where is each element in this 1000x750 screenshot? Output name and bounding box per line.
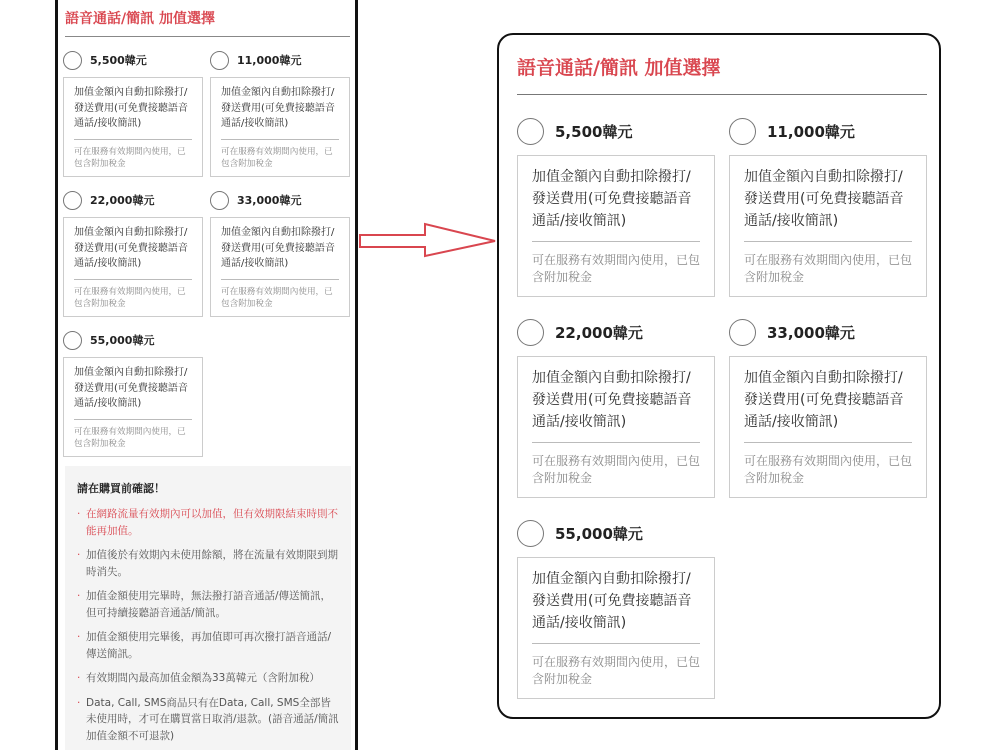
option-description: 加值金額內自動扣除撥打/發送費用(可免費接聽語音通話/接收簡訊) xyxy=(74,227,188,269)
card-divider xyxy=(532,442,700,443)
option-note: 可在服務有效期間內使用，已包含附加稅金 xyxy=(221,146,333,169)
card-divider xyxy=(74,419,192,420)
radio-button[interactable] xyxy=(63,51,82,70)
radio-button[interactable] xyxy=(729,118,756,145)
card-divider xyxy=(221,139,339,140)
option-card[interactable] xyxy=(729,155,927,297)
radio-button[interactable] xyxy=(63,331,82,350)
option-note: 可在服務有效期間內使用，已包含附加稅金 xyxy=(744,454,913,485)
purchase-notice-list xyxy=(77,506,341,744)
option-55000[interactable] xyxy=(63,330,203,457)
bullet-icon: · xyxy=(77,696,81,709)
option-note: 可在服務有效期間內使用，已包含附加稅金 xyxy=(744,253,913,284)
option-note: 可在服務有效期間內使用，已包含附加稅金 xyxy=(532,655,701,686)
card-divider xyxy=(221,279,339,280)
radio-button[interactable] xyxy=(517,118,544,145)
zoomed-panel xyxy=(497,33,941,719)
option-price: 11,000韓元 xyxy=(767,122,855,141)
option-description: 加值金額內自動扣除撥打/發送費用(可免費接聽語音通話/接收簡訊) xyxy=(74,367,188,409)
notice-item: · 加值金額使用完畢時，無法撥打語音通話/傳送簡訊，但可持續接聽語音通話/簡訊。 xyxy=(77,590,332,619)
option-note: 可在服務有效期間內使用，已包含附加稅金 xyxy=(74,146,186,169)
option-description: 加值金額內自動扣除撥打/發送費用(可免費接聽語音通話/接收簡訊) xyxy=(532,571,692,631)
option-price: 33,000韓元 xyxy=(237,194,302,207)
option-note: 可在服務有效期間內使用，已包含附加稅金 xyxy=(532,253,701,284)
option-description: 加值金額內自動扣除撥打/發送費用(可免費接聽語音通話/接收簡訊) xyxy=(532,169,692,229)
option-22000[interactable] xyxy=(63,190,203,317)
card-divider xyxy=(744,442,912,443)
purchase-notice-title: 請在購買前確認！ xyxy=(77,482,165,495)
option-price: 33,000韓元 xyxy=(767,323,855,342)
option-price: 5,500韓元 xyxy=(555,122,633,141)
option-33000[interactable] xyxy=(210,190,350,317)
option-5500[interactable] xyxy=(517,117,715,297)
option-description: 加值金額內自動扣除撥打/發送費用(可免費接聽語音通話/接收簡訊) xyxy=(744,169,904,229)
radio-button[interactable] xyxy=(210,191,229,210)
notice-item: · 加值後於有效期內未使用餘額，將在流量有效期限到期時消失。 xyxy=(77,549,338,578)
radio-button[interactable] xyxy=(210,51,229,70)
option-card[interactable] xyxy=(63,217,203,317)
option-description: 加值金額內自動扣除撥打/發送費用(可免費接聽語音通話/接收簡訊) xyxy=(221,87,335,129)
option-note: 可在服務有效期間內使用，已包含附加稅金 xyxy=(532,454,701,485)
option-11000[interactable] xyxy=(210,50,350,177)
purchase-notice-box xyxy=(65,466,351,750)
option-5500[interactable] xyxy=(63,50,203,177)
option-description: 加值金額內自動扣除撥打/發送費用(可免費接聽語音通話/接收簡訊) xyxy=(221,227,335,269)
card-divider xyxy=(532,241,700,242)
right-arrow-icon xyxy=(359,222,499,262)
section-divider xyxy=(517,94,927,95)
option-33000[interactable] xyxy=(729,318,927,498)
notice-item: · 在網路流量有效期內可以加值，但有效期限結束時則不能再加值。 xyxy=(77,508,338,537)
option-card[interactable] xyxy=(210,77,350,177)
option-card[interactable] xyxy=(517,557,715,699)
option-price: 55,000韓元 xyxy=(90,334,155,347)
bullet-icon: · xyxy=(77,549,81,561)
bullet-icon: · xyxy=(77,590,81,602)
option-note: 可在服務有效期間內使用，已包含附加稅金 xyxy=(74,286,186,309)
notice-item: · 加值金額使用完畢後，再加值即可再次撥打語音通話/傳送簡訊。 xyxy=(77,631,332,660)
bullet-icon: · xyxy=(77,508,81,520)
bullet-icon: · xyxy=(77,672,81,684)
option-price: 55,000韓元 xyxy=(555,524,643,543)
bullet-icon: · xyxy=(77,631,81,643)
card-divider xyxy=(74,279,192,280)
option-card[interactable] xyxy=(517,155,715,297)
option-note: 可在服務有效期間內使用，已包含附加稅金 xyxy=(74,426,186,449)
option-11000[interactable] xyxy=(729,117,927,297)
section-title: 語音通話/簡訊 加值選擇 xyxy=(65,11,215,27)
option-description: 加值金額內自動扣除撥打/發送費用(可免費接聽語音通話/接收簡訊) xyxy=(74,87,188,129)
option-55000[interactable] xyxy=(517,519,715,699)
option-card[interactable] xyxy=(63,77,203,177)
card-divider xyxy=(74,139,192,140)
section-divider xyxy=(65,36,350,37)
option-note: 可在服務有效期間內使用，已包含附加稅金 xyxy=(221,286,333,309)
radio-button[interactable] xyxy=(517,520,544,547)
option-price: 22,000韓元 xyxy=(90,194,155,207)
option-22000[interactable] xyxy=(517,318,715,498)
option-description: 加值金額內自動扣除撥打/發送費用(可免費接聽語音通話/接收簡訊) xyxy=(532,370,692,430)
option-card[interactable] xyxy=(210,217,350,317)
option-card[interactable] xyxy=(517,356,715,498)
phone-screen xyxy=(55,0,358,750)
option-price: 5,500韓元 xyxy=(90,54,147,67)
option-description: 加值金額內自動扣除撥打/發送費用(可免費接聽語音通話/接收簡訊) xyxy=(744,370,904,430)
section-title: 語音通話/簡訊 加值選擇 xyxy=(517,57,721,79)
notice-item: · 有效期間內最高加值金額為33萬韓元（含附加稅） xyxy=(77,670,341,687)
notice-item: · Data, Call, SMS商品只有在Data, Call, SMS全部皆未使用時，才可在購買當日取消/退款。(語音通話/簡訊加值金額不可退款) xyxy=(77,696,339,742)
option-price: 11,000韓元 xyxy=(237,54,302,67)
option-price: 22,000韓元 xyxy=(555,323,643,342)
radio-button[interactable] xyxy=(517,319,544,346)
card-divider xyxy=(744,241,912,242)
card-divider xyxy=(532,643,700,644)
radio-button[interactable] xyxy=(729,319,756,346)
radio-button[interactable] xyxy=(63,191,82,210)
option-card[interactable] xyxy=(729,356,927,498)
option-card[interactable] xyxy=(63,357,203,457)
